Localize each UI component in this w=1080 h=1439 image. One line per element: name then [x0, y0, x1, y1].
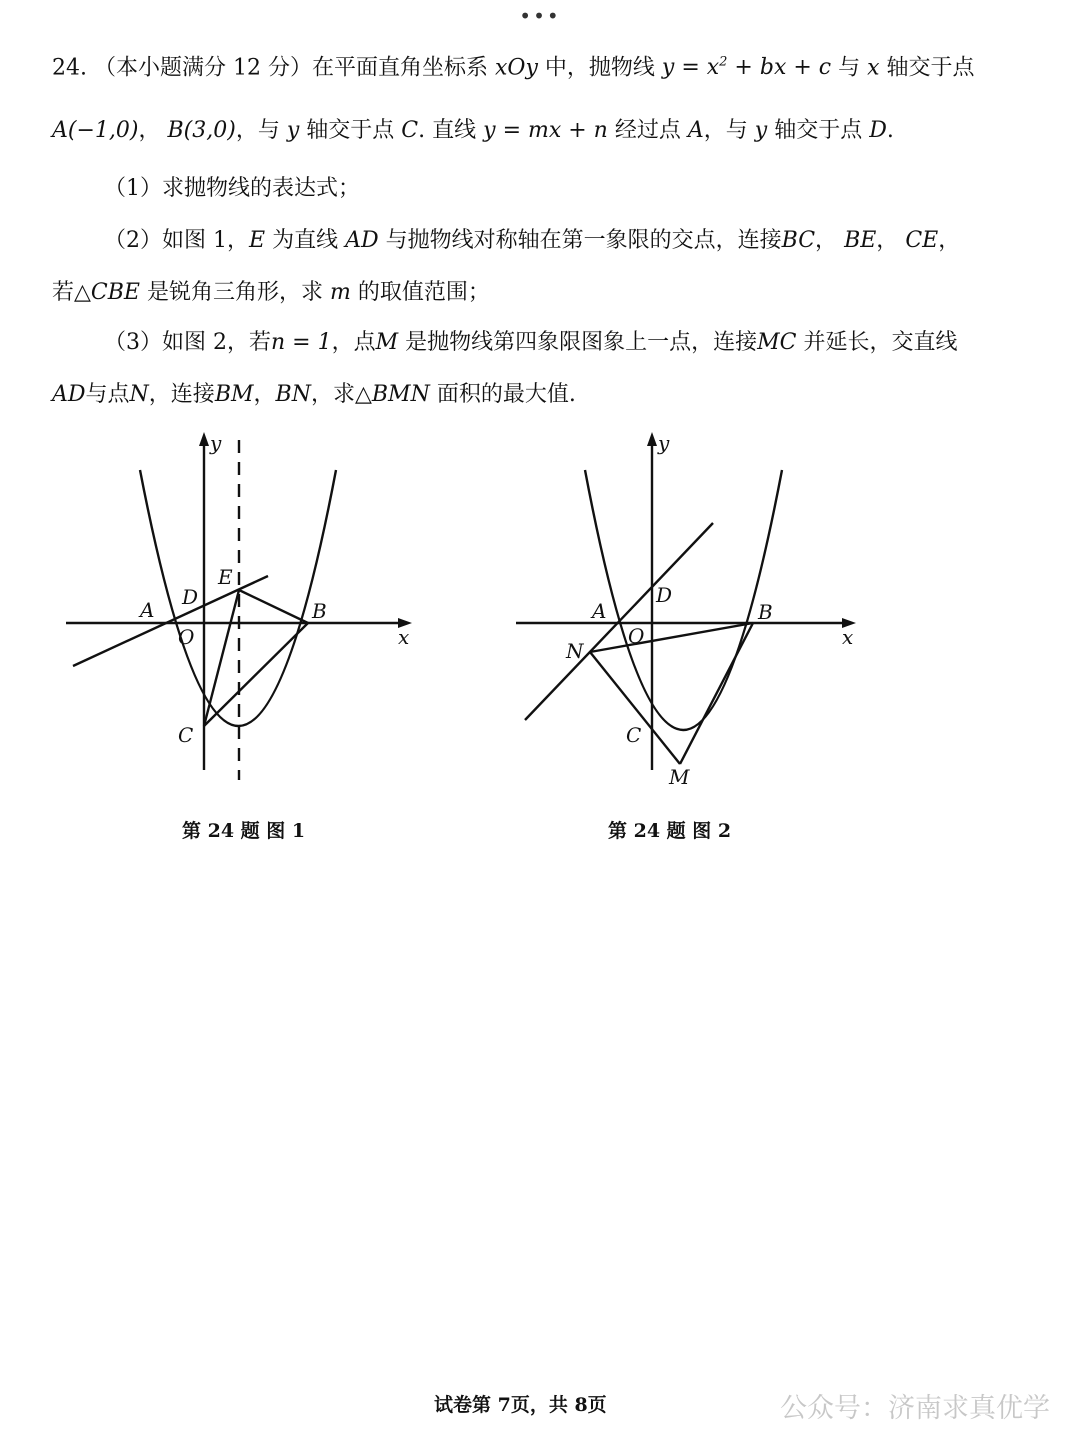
score-note: （本小题满分 12 分）: [94, 55, 312, 81]
segment-eb: [239, 590, 308, 623]
figure-1-caption: 第 24 题 图 1: [182, 820, 306, 842]
parabola-equation: $y = x^2$ + bx + c: [661, 55, 832, 81]
label-n: N: [566, 639, 584, 663]
more-options-dots[interactable]: •••: [519, 4, 561, 28]
line-equation: y = mx + n: [483, 118, 608, 143]
line-ad: [525, 523, 713, 720]
figure-2-caption: 第 24 题 图 2: [608, 820, 732, 842]
label-b: B: [312, 599, 327, 623]
question-3-continued: AD与点N，连接BM，BN，求△BMN 面积的最大值.: [52, 382, 576, 407]
segment-cb: [204, 623, 308, 726]
problem-line-2: A(−1,0)， B(3,0)，与 y 轴交于点 C. 直线 y = mx + n 经过点 A，与 y 轴交于点 D.: [52, 118, 894, 143]
y-axis-arrow: [647, 432, 657, 446]
label-o: O: [178, 625, 195, 649]
label-o: O: [628, 624, 645, 648]
figure-2: [510, 430, 930, 800]
label-a: A: [140, 598, 155, 622]
segment-mb: [680, 623, 753, 764]
figure-1: [60, 430, 480, 790]
label-y: y: [210, 431, 222, 455]
label-b: B: [758, 600, 773, 624]
watermark: 公众号：济南求真优学: [780, 1393, 1050, 1424]
problem-number: 24.: [52, 55, 87, 81]
label-c: C: [178, 723, 194, 747]
point-a: A(−1,0): [52, 118, 139, 143]
label-e: E: [218, 565, 233, 589]
segment-ec: [204, 590, 239, 726]
question-2-continued: 若△CBE 是锐角三角形，求 m 的取值范围；: [52, 280, 490, 305]
label-d: D: [656, 583, 673, 607]
label-c: C: [626, 723, 642, 747]
label-d: D: [182, 585, 199, 609]
question-1: （1）求抛物线的表达式；: [104, 176, 360, 201]
question-2: （2）如图 1，E 为直线 AD 与抛物线对称轴在第一象限的交点，连接BC， BE， CE，: [104, 228, 961, 253]
coordinate-system-name: xOy: [495, 55, 538, 81]
y-axis-arrow: [199, 432, 209, 446]
parabola-curve: [585, 470, 782, 730]
label-m: M: [669, 765, 690, 789]
label-a: A: [592, 599, 607, 623]
label-y: y: [658, 431, 670, 455]
problem-line-1: 24. （本小题满分 12 分）在平面直角坐标系 xOy 中，抛物线 $y = x^2$ + bx + c 与 x 轴交于点: [52, 55, 975, 81]
point-b: B(3,0): [167, 118, 236, 143]
label-x: x: [398, 625, 410, 649]
label-x: x: [842, 625, 854, 649]
question-3: （3）如图 2，若n = 1，点M 是抛物线第四象限图象上一点，连接MC 并延长，交直线: [104, 330, 958, 355]
page-footer: 试卷第 7页，共 8页: [434, 1394, 607, 1416]
